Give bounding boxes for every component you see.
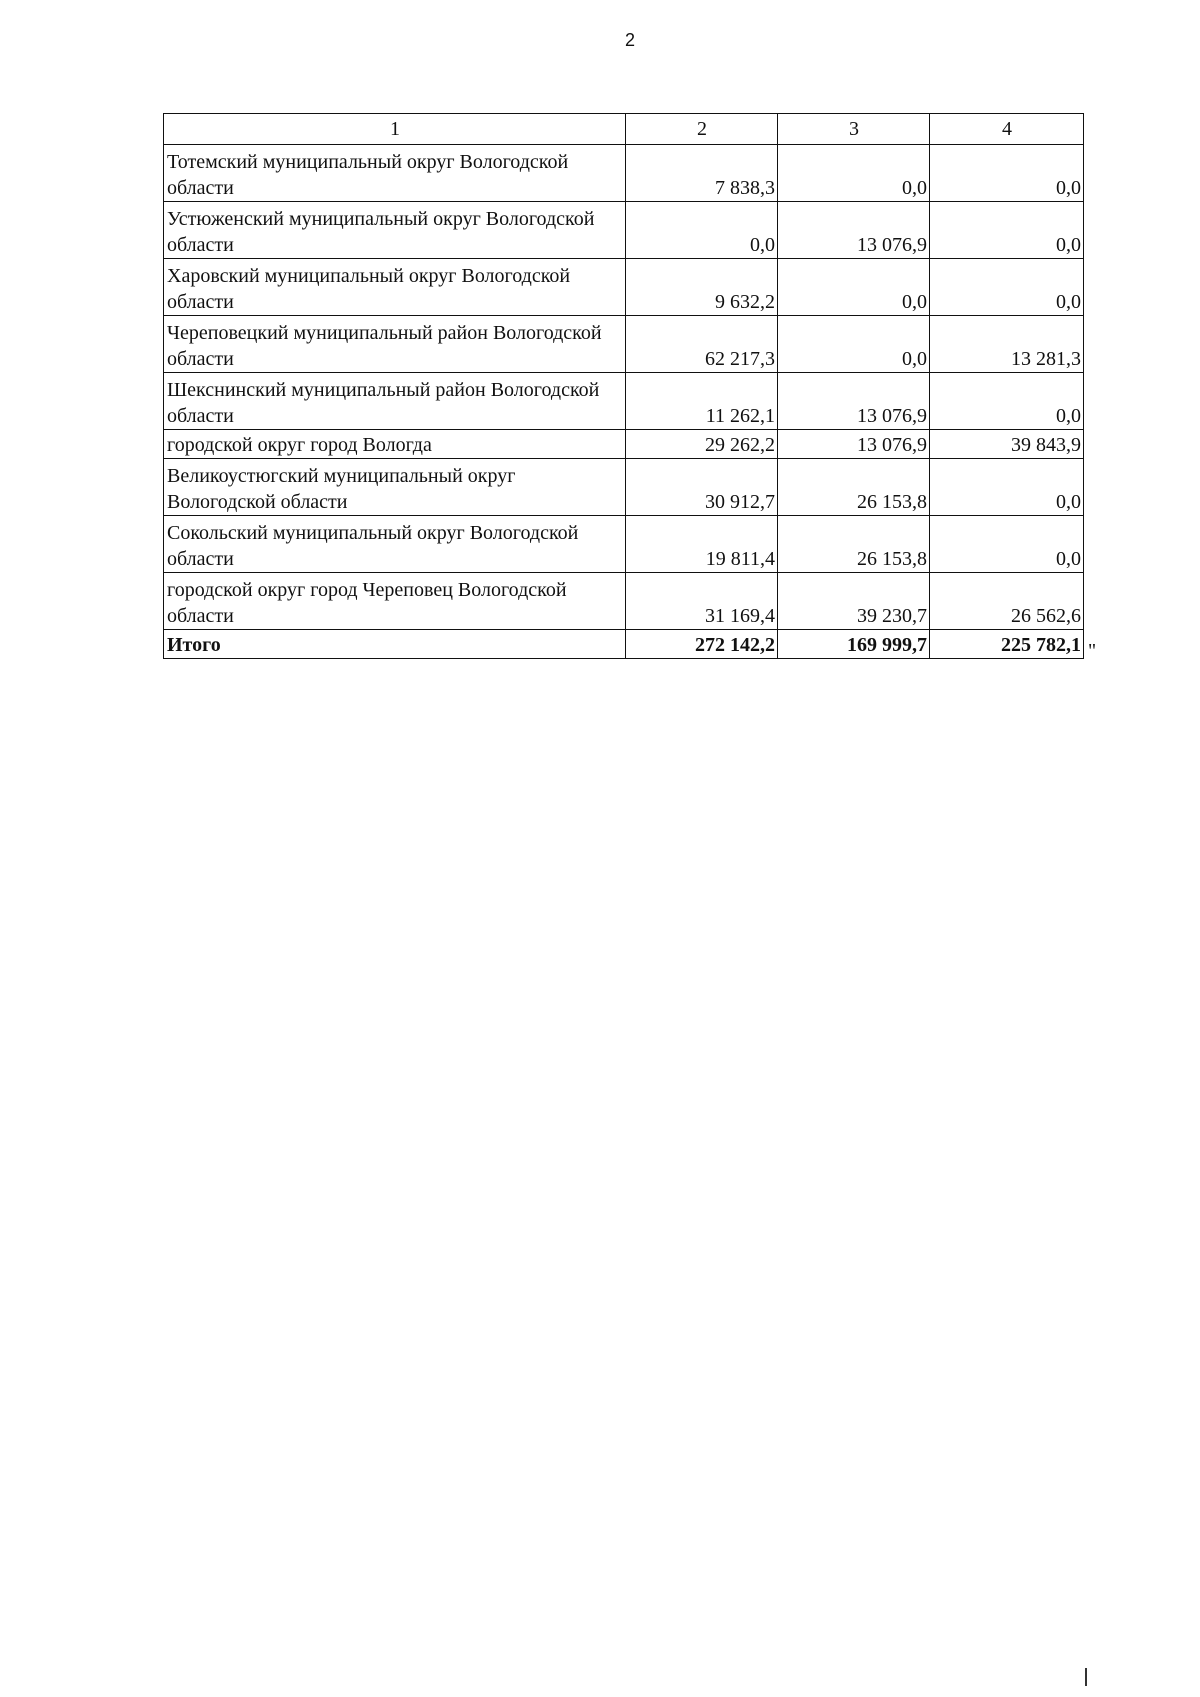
value-cell: 26 153,8 bbox=[778, 459, 930, 516]
value-cell: 0,0 bbox=[930, 459, 1084, 516]
municipality-name: городской округ город Вологда bbox=[164, 430, 626, 459]
closing-quote-mark: " bbox=[1088, 640, 1097, 662]
page-number: 2 bbox=[624, 30, 635, 50]
value-cell: 13 076,9 bbox=[778, 202, 930, 259]
column-header: 4 bbox=[930, 114, 1084, 145]
municipality-name: городской округ город Череповец Вологодской области bbox=[164, 573, 626, 630]
table-row bbox=[164, 145, 1084, 202]
value-cell: 13 281,3 bbox=[930, 316, 1084, 373]
value-cell: 31 169,4 bbox=[626, 573, 778, 630]
value-cell: 26 562,6 bbox=[930, 573, 1084, 630]
value-cell: 9 632,2 bbox=[626, 259, 778, 316]
value-cell: 11 262,1 bbox=[626, 373, 778, 430]
table-row bbox=[164, 573, 1084, 630]
value-cell: 0,0 bbox=[930, 202, 1084, 259]
value-cell: 29 262,2 bbox=[626, 430, 778, 459]
value-cell: 26 153,8 bbox=[778, 516, 930, 573]
column-header: 2 bbox=[626, 114, 778, 145]
total-label: Итого bbox=[164, 630, 626, 659]
table-row bbox=[164, 430, 1084, 459]
value-cell: 62 217,3 bbox=[626, 316, 778, 373]
municipality-name: Устюженский муниципальный округ Вологодской области bbox=[164, 202, 626, 259]
municipality-name: Тотемский муниципальный округ Вологодской области bbox=[164, 145, 626, 202]
municipality-name: Сокольский муниципальный округ Вологодской области bbox=[164, 516, 626, 573]
value-cell: 19 811,4 bbox=[626, 516, 778, 573]
value-cell: 39 230,7 bbox=[778, 573, 930, 630]
table-total-row bbox=[164, 630, 1084, 659]
value-cell: 7 838,3 bbox=[626, 145, 778, 202]
table-row bbox=[164, 516, 1084, 573]
table-header-row bbox=[164, 114, 1084, 145]
table-row bbox=[164, 259, 1084, 316]
table-row bbox=[164, 459, 1084, 516]
value-cell: 0,0 bbox=[930, 516, 1084, 573]
value-cell: 0,0 bbox=[778, 259, 930, 316]
value-cell: 0,0 bbox=[930, 145, 1084, 202]
value-cell: 13 076,9 bbox=[778, 373, 930, 430]
value-cell: 0,0 bbox=[778, 316, 930, 373]
total-value: 169 999,7 bbox=[778, 630, 930, 659]
value-cell: 0,0 bbox=[778, 145, 930, 202]
municipality-name: Великоустюгский муниципальный округ Вологодской области bbox=[164, 459, 626, 516]
value-cell: 0,0 bbox=[930, 373, 1084, 430]
value-cell: 0,0 bbox=[930, 259, 1084, 316]
total-value: 272 142,2 bbox=[626, 630, 778, 659]
value-cell: 0,0 bbox=[626, 202, 778, 259]
municipality-name: Череповецкий муниципальный район Вологодской области bbox=[164, 316, 626, 373]
value-cell: 39 843,9 bbox=[930, 430, 1084, 459]
page-corner-mark bbox=[1085, 1668, 1087, 1686]
table-row bbox=[164, 316, 1084, 373]
allocation-table bbox=[163, 113, 1084, 659]
value-cell: 13 076,9 bbox=[778, 430, 930, 459]
value-cell: 30 912,7 bbox=[626, 459, 778, 516]
table-row bbox=[164, 202, 1084, 259]
allocation-table-container bbox=[163, 113, 1084, 659]
column-header: 3 bbox=[778, 114, 930, 145]
table-row bbox=[164, 373, 1084, 430]
total-value: 225 782,1 bbox=[930, 630, 1084, 659]
municipality-name: Харовский муниципальный округ Вологодской области bbox=[164, 259, 626, 316]
municipality-name: Шекснинский муниципальный район Вологодской области bbox=[164, 373, 626, 430]
column-header: 1 bbox=[164, 114, 626, 145]
